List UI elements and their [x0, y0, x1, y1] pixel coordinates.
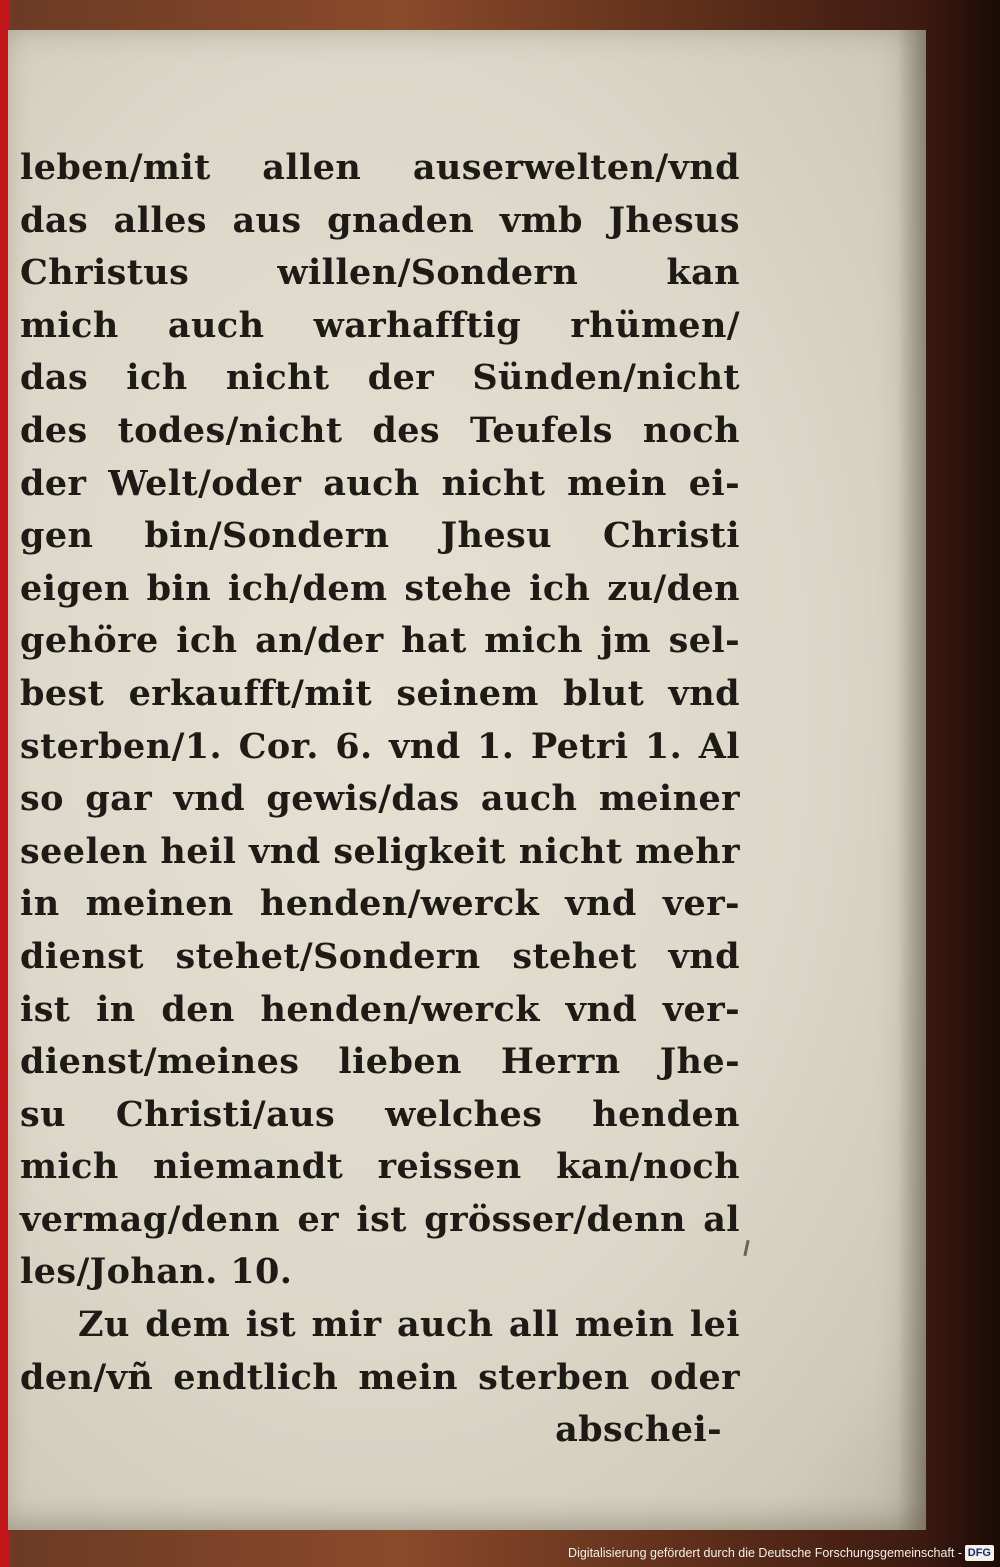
text-line: mich auch warhafftig rhümen/ [20, 304, 740, 346]
text-line: dienst/meines lieben Herrn Jhe- [20, 1041, 740, 1083]
text-line: den/vñ endtlich mein sterben oder [20, 1356, 740, 1398]
text-line: gehöre ich an/der hat mich jm sel- [20, 620, 740, 662]
text-line: das ich nicht der Sünden/nicht [20, 357, 740, 399]
text-line: dienst stehet/Sondern stehet vnd [20, 935, 740, 977]
text-line: mich niemandt reissen kan/noch [20, 1146, 740, 1188]
text-line: des todes/nicht des Teufels noch [20, 409, 740, 451]
text-line: eigen bin ich/dem stehe ich zu/den [20, 567, 740, 609]
text-line: best erkaufft/mit seinem blut vnd [20, 672, 740, 714]
funding-credit: Digitalisierung gefördert durch die Deutsche Forschungsgemeinschaft - [568, 1546, 962, 1560]
text-line: ist in den henden/werck vnd ver- [20, 988, 740, 1030]
digitization-footer [0, 1533, 1000, 1567]
dfg-logo: DFG [965, 1545, 994, 1561]
ink-speck [743, 1240, 749, 1256]
page-text [20, 142, 740, 1457]
text-line: sterben/1. Cor. 6. vnd 1. Petri 1. Al [20, 725, 740, 767]
text-line: gen bin/Sondern Jhesu Christi [20, 515, 740, 557]
text-line: vermag/denn er ist grösser/denn al [20, 1198, 740, 1240]
book-page [8, 30, 926, 1530]
text-line: les/Johan. 10. [20, 1251, 293, 1293]
text-line: der Welt/oder auch nicht mein ei- [20, 462, 740, 504]
text-line: so gar vnd gewis/das auch meiner [20, 778, 740, 820]
text-line: in meinen henden/werck vnd ver- [20, 883, 740, 925]
page-gutter-shadow [898, 30, 926, 1530]
text-line: leben/mit allen auserwelten/vnd [20, 147, 740, 188]
text-line: das alles aus gnaden vmb Jhesus [20, 199, 740, 241]
paragraph-first-line: Zu dem ist mir auch all mein lei [78, 1304, 740, 1346]
text-line: seelen heil vnd seligkeit nicht mehr [20, 830, 740, 872]
catchword: abschei- [555, 1409, 722, 1451]
text-line: su Christi/aus welches henden [20, 1093, 740, 1135]
text-line: Christus willen/Sondern kan [20, 252, 740, 294]
